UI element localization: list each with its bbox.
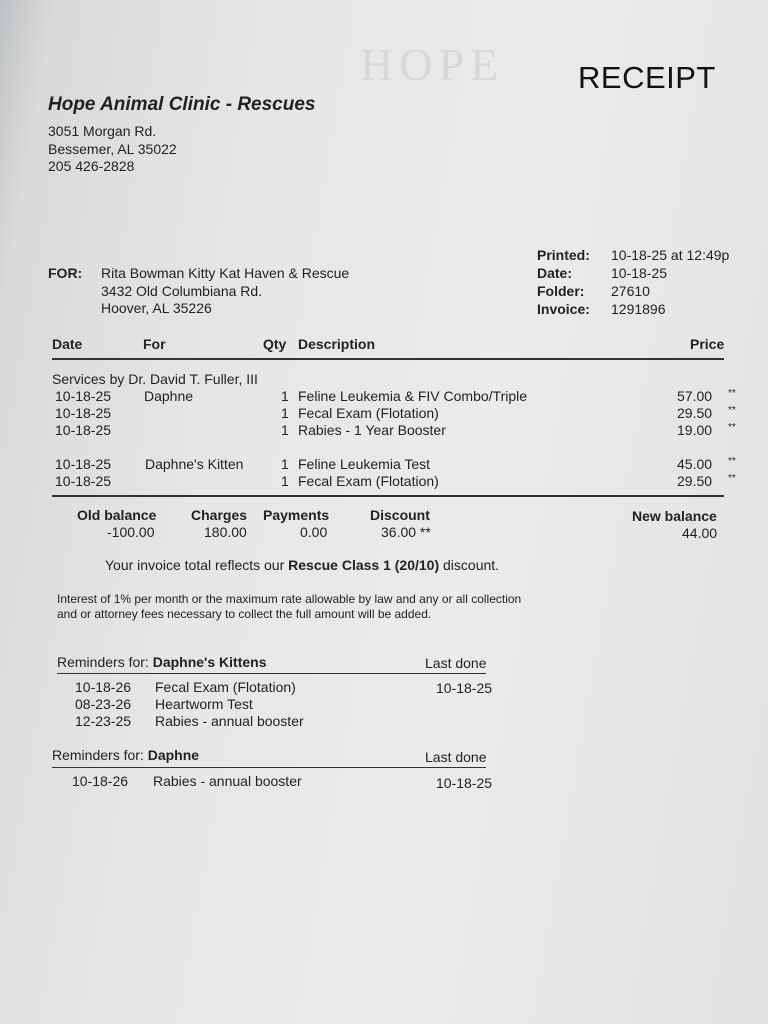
reminder-1-service: Fecal Exam (Flotation)	[155, 679, 296, 695]
interest-note-line-1: Interest of 1% per month or the maximum rate allowable by law and any or all collection	[57, 592, 522, 606]
reminder-1-date: 10-18-26	[75, 679, 132, 695]
row-2-qty: 1	[281, 405, 289, 421]
discount-label: Discount	[370, 507, 430, 523]
clinic-street: 3051 Morgan Rd.	[48, 123, 157, 139]
row-4-flag: **	[728, 456, 736, 467]
reminder-4-date: 10-18-26	[72, 773, 129, 789]
row-1-date: 10-18-25	[55, 388, 112, 404]
watermark-text: HOPE	[360, 39, 505, 90]
clinic-name: Hope Animal Clinic - Rescues	[48, 94, 316, 115]
row-1-description: Feline Leukemia & FIV Combo/Triple	[298, 388, 528, 404]
invoice-label: Invoice:	[537, 301, 590, 317]
receipt-title: RECEIPT	[578, 60, 716, 95]
row-4-qty: 1	[281, 456, 289, 472]
charges-value: 180.00	[204, 524, 247, 540]
row-2-date: 10-18-25	[55, 405, 112, 421]
discount-note	[105, 557, 499, 573]
reminder-2-service: Heartworm Test	[155, 696, 253, 712]
discount-class: Rescue Class 1 (20/10)	[288, 557, 440, 573]
row-4-price: 45.00	[677, 456, 713, 472]
col-header-price: Price	[690, 336, 725, 352]
clinic-phone: 205 426-2828	[48, 158, 135, 174]
payments-value: 0.00	[300, 524, 328, 540]
row-3-price: 19.00	[677, 422, 713, 438]
reminders-rule	[52, 767, 486, 768]
col-header-date: Date	[52, 336, 83, 352]
reminders-label: Reminders for:	[57, 654, 153, 670]
reminders-label: Reminders for:	[52, 747, 148, 763]
row-4-description: Feline Leukemia Test	[298, 456, 431, 472]
old-balance-label: Old balance	[77, 507, 157, 523]
row-5-flag: **	[728, 473, 736, 484]
row-3-date: 10-18-25	[55, 422, 112, 438]
row-2-description: Fecal Exam (Flotation)	[298, 405, 439, 421]
for-address	[101, 265, 349, 318]
reminders-header-daphne	[52, 747, 199, 763]
row-4-patient: Daphne's Kitten	[145, 456, 244, 472]
row-5-date: 10-18-25	[55, 473, 112, 489]
discount-note-suffix: discount.	[439, 557, 500, 573]
reminders-patient: Daphne	[147, 747, 200, 763]
printed-value: 10-18-25 at 12:49p	[611, 247, 730, 263]
row-5-price: 29.50	[677, 473, 713, 489]
reminder-4-last-done: 10-18-25	[436, 775, 493, 791]
row-3-description: Rabies - 1 Year Booster	[298, 422, 446, 438]
row-2-price: 29.50	[677, 405, 713, 421]
reminder-2-date: 08-23-26	[75, 696, 132, 712]
row-1-patient: Daphne	[144, 388, 194, 404]
date-label: Date:	[537, 265, 573, 281]
charges-label: Charges	[191, 507, 248, 523]
row-3-qty: 1	[281, 422, 289, 438]
col-header-for: For	[143, 336, 166, 352]
last-done-label: Last done	[425, 655, 487, 671]
row-5-description: Fecal Exam (Flotation)	[298, 473, 439, 489]
reminders-header-kittens	[57, 654, 267, 670]
printed-label: Printed:	[537, 247, 590, 263]
reminder-3-service: Rabies - annual booster	[155, 713, 304, 729]
services-by: Services by Dr. David T. Fuller, III	[52, 371, 258, 387]
reminders-rule	[57, 673, 486, 674]
col-header-description: Description	[298, 336, 376, 352]
row-1-flag: **	[728, 388, 736, 399]
row-3-flag: **	[728, 422, 736, 433]
folder-value: 27610	[611, 283, 650, 299]
date-value: 10-18-25	[611, 265, 668, 281]
last-done-label: Last done	[425, 749, 487, 765]
row-4-date: 10-18-25	[55, 456, 112, 472]
reminder-4-service: Rabies - annual booster	[153, 773, 302, 789]
row-2-flag: **	[728, 405, 736, 416]
discount-note-prefix: Your invoice total reflects our	[105, 557, 289, 573]
totals-rule	[52, 495, 724, 497]
clinic-address	[48, 123, 177, 176]
row-5-qty: 1	[281, 473, 289, 489]
discount-value: 36.00 **	[381, 524, 431, 540]
invoice-value: 1291896	[611, 301, 666, 317]
row-1-qty: 1	[281, 388, 289, 404]
for-label: FOR:	[48, 265, 83, 281]
reminder-1-last-done: 10-18-25	[436, 680, 493, 696]
col-header-qty: Qty	[263, 336, 287, 352]
old-balance-value: -100.00	[107, 524, 155, 540]
new-balance-value: 44.00	[682, 525, 718, 541]
header-rule	[52, 358, 724, 360]
folder-label: Folder:	[537, 283, 585, 299]
for-name: Rita Bowman Kitty Kat Haven & Rescue	[101, 265, 350, 281]
new-balance-label: New balance	[632, 508, 717, 524]
interest-note-line-2: and or attorney fees necessary to collect the full amount will be added.	[57, 607, 432, 621]
for-street: 3432 Old Columbiana Rd.	[101, 282, 263, 299]
payments-label: Payments	[263, 507, 330, 523]
interest-note	[57, 592, 521, 622]
row-1-price: 57.00	[677, 388, 713, 404]
for-city: Hoover, AL 35226	[101, 300, 212, 316]
reminder-3-date: 12-23-25	[75, 713, 132, 729]
clinic-city: Bessemer, AL 35022	[48, 140, 177, 157]
reminders-patient: Daphne's Kittens	[152, 654, 267, 670]
